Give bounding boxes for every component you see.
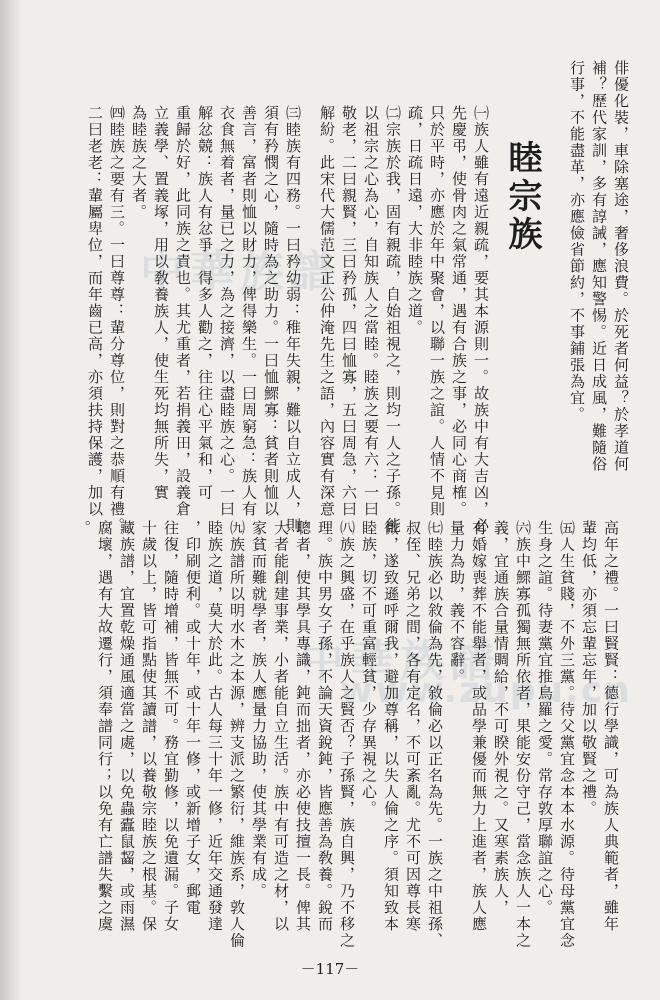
text-column: 解忿競：族人有忿爭，得多人勸之，往往心平氣和，可: [196, 105, 214, 501]
text-column: 只於平時，亦應於年中聚會，以聯一族之誼。人情不見則: [428, 105, 446, 518]
text-column: 立義學、置義塚，用以敎養族人，使生死均無所失，實: [152, 105, 170, 501]
binding-shadow: [0, 0, 22, 1000]
text-column: ，印刷便利。或十年，或十年一修，或新增子女，郵電: [184, 520, 202, 916]
text-column: 俳優化裝，車除塞途，奢侈浪費。於死者何益？於孝道何: [612, 60, 630, 473]
text-column: 二曰老老：輩屬卑位，而年齒已高，亦須扶持保護，加以: [86, 105, 104, 518]
text-column: 衣食無着者，量已之力，為之接濟，以盡睦族之心。一曰: [218, 105, 236, 518]
text-column: 有婚嫁喪葬不能舉者，或品學兼優而無力上進者，族人應: [470, 520, 488, 933]
section-heading: 睦宗族: [502, 140, 542, 254]
text-column: 為睦族之大者。: [130, 105, 148, 221]
text-column: 大者能創建事業，小者能自立生活。族中有可造之材，以: [272, 520, 290, 933]
text-column: 。: [74, 520, 92, 537]
text-column: 藏族譜，宜置乾燥通風適當之處，以免蟲蠹鼠齧，或雨濕: [118, 520, 136, 933]
watermark-text: 中華族譜: [300, 636, 500, 687]
text-column: 解紛。此宋代大儒范文正公仲淹先生之語，內容實有深意: [318, 105, 336, 518]
text-column: 睦族，切不可重富輕貧，少存異視之心。: [360, 520, 378, 817]
text-column: 叔侄、兄弟之間，各有定名，不可紊亂。尤不可因尊長寒: [404, 520, 422, 933]
text-column: 生身之誼。待妻黨宜推鳥羅之愛。常存敦厚聯誼之心。: [536, 520, 554, 916]
text-column: 十歲以上，皆可指點使其讀譜，以養敬宗睦族之根基。保: [140, 520, 158, 933]
text-column: 重歸於好，此同族之責也。其尤重者，若捐義田，設義倉: [174, 105, 192, 518]
text-column: ㈧族之興盛，在乎族人之賢否？子孫賢，族自興，乃不移之: [338, 520, 356, 949]
page-number: －117－: [300, 960, 360, 978]
text-column: ㈡宗族於我，固有親疏，自始祖視之，則均一人之子孫。能: [384, 105, 402, 534]
text-column: 量力為助，義不容辭。: [448, 520, 466, 685]
text-column: 睦族之道，莫大於此。古人每三十年一修，近年交通發達: [206, 520, 224, 933]
text-column: 敬老，二曰親賢，三曰矜孤，四曰恤寡，五曰周急，六曰: [340, 105, 358, 518]
text-column: 疏，日疏日遠，大非睦族之道。: [406, 105, 424, 336]
watermark-url: www.zupu.cn: [340, 670, 632, 711]
watermark-text: 中華族譜: [140, 246, 340, 297]
text-column: 須有矜憫之心，隨時為之助力。一曰恤鰥寡：貧者則恤以: [262, 105, 280, 518]
text-column: ㈤人生貧賤，不外三黨。待父黨宜念本本水源。待母黨宜念: [558, 520, 576, 949]
text-column: 家貧而難就學者，族人應量力協助，使其學業有成。: [250, 520, 268, 900]
text-column: 聰者，使其學具專識，鈍而拙者，亦必使技擅一長。俾其: [294, 520, 312, 933]
text-column: 先慶弔，使骨肉之氣常通，遇有合族之事，必同心商榷。: [450, 105, 468, 518]
text-column: ㈥族中鰥寡孤獨無所依者，果能安份守己，當念族人一本之: [514, 520, 532, 949]
text-column: ㈢睦族有四務。一曰矜幼弱：稚年失親，難以自立成人，則: [284, 105, 302, 534]
text-column: 義，宜通族合量情賙給，不可睽外視之。又寒素族人，: [492, 520, 510, 916]
text-column: 往復，隨時增補，皆無不可。務宜勤修，以免遺漏。子女: [162, 520, 180, 933]
text-column: 微，遂致遜呼爾我，避加尊稱，以失人倫之序。須知致本: [382, 520, 400, 933]
text-column: 高年之禮。一曰賢賢：德行學識，可為族人典範者，雖年: [602, 520, 620, 933]
text-column: ㈦睦族必以敘倫為先，敘倫必以正名為先。一族之中祖孫、: [426, 520, 444, 949]
text-column: 善言，富者則恤以財力，俾得樂生。一曰周窮急：族人有: [240, 105, 258, 518]
text-column: 以祖宗之心為心，自知族人之當睦。睦族之要有六：一曰: [362, 105, 380, 518]
text-column: 補？歷代家訓，多有諄誡，應知警惕。近日成風，難隨俗: [590, 60, 608, 473]
text-column: 腐壞，遇有大故遷行，須奉譜同行；以免有亡譜失繫之虞: [96, 520, 114, 933]
text-column: ㈠族人雖有遠近親疏，要其本源則一。故族中有大吉凶，必: [472, 105, 490, 534]
text-column: 輩均低，亦須忘輩忘年，加以敬賢之禮。: [580, 520, 598, 817]
text-column: ㈣睦族之要有三。一曰尊尊：輩分尊位，則對之恭順有禮。: [108, 105, 126, 534]
text-column: 行事，不能盡革，亦應儉省節約，不事鋪張為宜。: [568, 60, 586, 423]
text-column: ㈨族譜所以明水木之本源，辨支派之繁衍，維族系，敦人倫: [228, 520, 246, 949]
text-column: 理。族中男女子孫，不論天資銳鈍，皆應善為敎養。銳而: [316, 520, 334, 933]
